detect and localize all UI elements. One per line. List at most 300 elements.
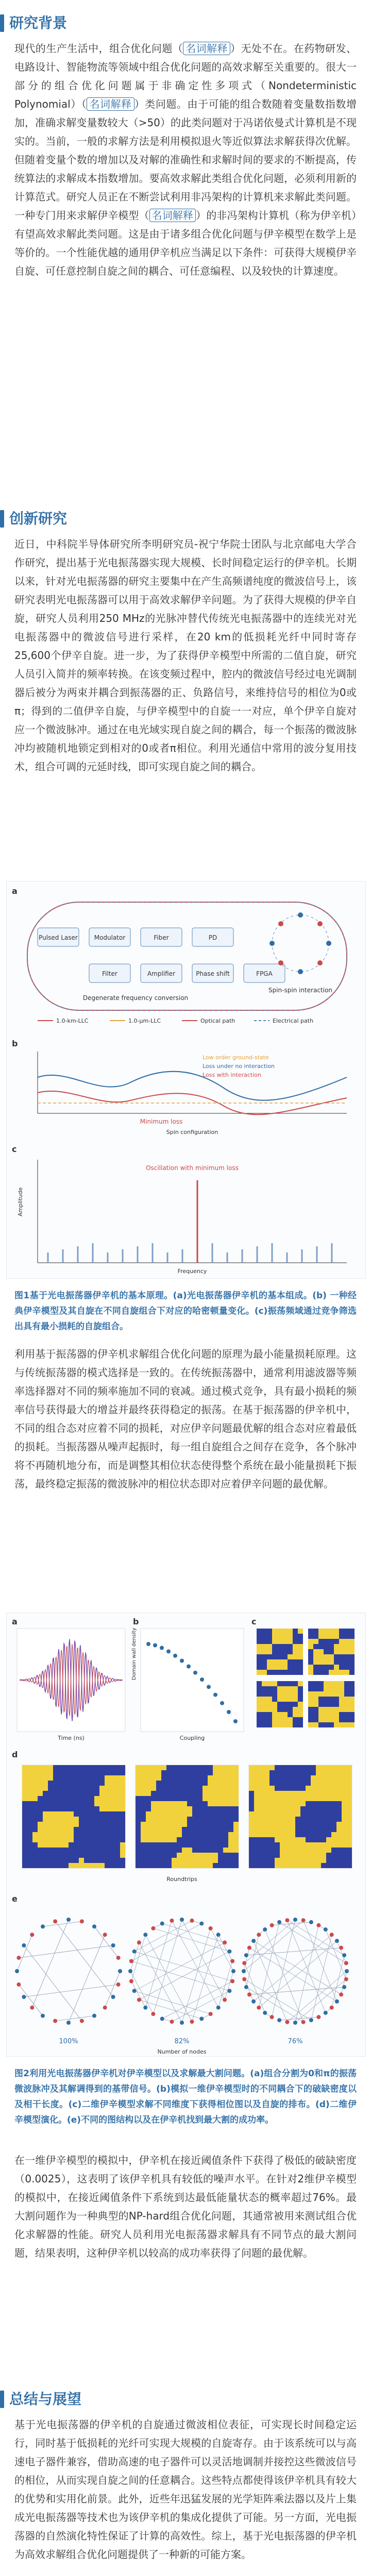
evolution-cell — [89, 1863, 94, 1868]
evolution-cell — [63, 1853, 69, 1858]
evolution-cell — [300, 1853, 306, 1858]
evolution-cell — [233, 1853, 239, 1858]
evolution-cell — [94, 1853, 99, 1858]
heatmap-cell — [313, 1717, 318, 1722]
evolution-cell — [84, 1791, 89, 1796]
evolution-cell — [223, 1796, 228, 1801]
evolution-cell — [223, 1770, 228, 1775]
evolution-cell — [342, 1832, 347, 1837]
heatmap-cell — [308, 1712, 313, 1717]
heatmap-cell — [318, 1681, 324, 1686]
heatmap-cell — [339, 1644, 344, 1649]
heatmap-cell — [288, 1649, 293, 1654]
evolution-cell — [69, 1832, 74, 1837]
evolution-cell — [326, 1848, 331, 1853]
evolution-cell — [182, 1863, 187, 1868]
graph-node — [339, 1992, 343, 1996]
evolution-cell — [166, 1842, 172, 1848]
evolution-cell — [336, 1837, 342, 1842]
evolution-cell — [94, 1765, 99, 1770]
heatmap-cell — [262, 1659, 267, 1665]
heatmap-cell — [324, 1629, 329, 1634]
evolution-cell — [79, 1817, 84, 1822]
evolution-cell — [326, 1775, 331, 1781]
heatmap-cell — [298, 1691, 303, 1697]
evolution-cell — [280, 1817, 285, 1822]
heatmap-cell — [272, 1659, 277, 1665]
evolution-cell — [249, 1796, 254, 1801]
evolution-cell — [161, 1801, 166, 1806]
evolution-cell — [32, 1863, 38, 1868]
evolution-cell — [110, 1811, 115, 1817]
evolution-cell — [141, 1837, 146, 1842]
evolution-cell — [32, 1858, 38, 1863]
evolution-cell — [187, 1765, 192, 1770]
heatmap-cell — [339, 1654, 344, 1659]
evolution-cell — [48, 1837, 53, 1842]
evolution-cell — [146, 1822, 151, 1827]
heatmap-cell — [318, 1629, 324, 1634]
evolution-cell — [99, 1832, 105, 1837]
evolution-cell — [336, 1832, 342, 1837]
evolution-cell — [187, 1832, 192, 1837]
evolution-cell — [120, 1817, 125, 1822]
evolution-cell — [295, 1858, 300, 1863]
evolution-cell — [331, 1848, 336, 1853]
heatmap-cell — [339, 1670, 344, 1675]
evolution-cell — [228, 1811, 233, 1817]
evolution-cell — [275, 1796, 280, 1801]
evolution-cell — [311, 1811, 316, 1817]
evolution-cell — [275, 1827, 280, 1832]
evolution-cell — [177, 1765, 182, 1770]
evolution-cell — [166, 1806, 172, 1811]
evolution-cell — [295, 1781, 300, 1786]
heatmap-cell — [262, 1697, 267, 1702]
heatmap-cell — [288, 1702, 293, 1707]
evolution-cell — [254, 1796, 259, 1801]
evolution-cell — [233, 1770, 239, 1775]
evolution-cell — [89, 1781, 94, 1786]
evolution-cell — [259, 1863, 264, 1868]
heatmap-cell — [298, 1665, 303, 1670]
evolution-cell — [306, 1817, 311, 1822]
evolution-cell — [295, 1848, 300, 1853]
heatmap-cell — [272, 1722, 277, 1727]
evolution-cell — [259, 1822, 264, 1827]
evolution-cell — [58, 1770, 63, 1775]
evolution-cell — [110, 1858, 115, 1863]
evolution-cell — [347, 1842, 352, 1848]
evolution-cell — [300, 1848, 306, 1853]
evolution-cell — [213, 1796, 218, 1801]
evolution-cell — [187, 1827, 192, 1832]
evolution-cell — [285, 1848, 290, 1853]
evolution-cell — [161, 1822, 166, 1827]
evolution-cell — [295, 1811, 300, 1817]
evolution-cell — [48, 1827, 53, 1832]
evolution-cell — [223, 1853, 228, 1858]
evolution-cell — [74, 1806, 79, 1811]
innovation-section — [0, 510, 371, 776]
evolution-cell — [269, 1842, 275, 1848]
evolution-cell — [172, 1817, 177, 1822]
evolution-cell — [285, 1791, 290, 1796]
svg-text:Low order ground-state: Low order ground-state — [203, 1054, 269, 1061]
evolution-cell — [321, 1796, 326, 1801]
heatmap-cell — [288, 1634, 293, 1639]
heatmap-cell — [308, 1702, 313, 1707]
figure-2-svg — [7, 1613, 365, 2056]
heatmap-cell — [344, 1707, 349, 1712]
evolution-cell — [43, 1832, 48, 1837]
heatmap-cell — [262, 1712, 267, 1717]
evolution-cell — [89, 1827, 94, 1832]
evolution-cell — [63, 1775, 69, 1781]
graph-node — [118, 1969, 122, 1973]
evolution-cell — [27, 1817, 32, 1822]
evolution-cell — [151, 1806, 156, 1811]
evolution-cell — [311, 1848, 316, 1853]
evolution-cell — [254, 1848, 259, 1853]
evolution-cell — [120, 1806, 125, 1811]
graph-edge — [192, 1935, 218, 2022]
evolution-cell — [99, 1770, 105, 1775]
evolution-cell — [161, 1817, 166, 1822]
evolution-cell — [27, 1775, 32, 1781]
evolution-cell — [300, 1858, 306, 1863]
evolution-cell — [27, 1848, 32, 1853]
evolution-cell — [218, 1817, 223, 1822]
evolution-cell — [43, 1827, 48, 1832]
graph-node — [53, 1919, 57, 1923]
evolution-cell — [269, 1832, 275, 1837]
evolution-cell — [269, 1811, 275, 1817]
term-link[interactable]: 名词解释 — [183, 42, 230, 55]
evolution-cell — [290, 1796, 295, 1801]
fig2-label-d: d — [12, 1750, 18, 1759]
evolution-cell — [311, 1858, 316, 1863]
heatmap-cell — [267, 1697, 272, 1702]
graph-node — [344, 1977, 348, 1981]
evolution-cell — [136, 1832, 141, 1837]
evolution-cell — [228, 1796, 233, 1801]
heatmap-cell — [257, 1659, 262, 1665]
evolution-cell — [79, 1832, 84, 1837]
evolution-cell — [336, 1801, 342, 1806]
fig1-label-b: b — [12, 1039, 18, 1048]
evolution-cell — [151, 1796, 156, 1801]
evolution-cell — [182, 1832, 187, 1837]
graph-edge — [153, 1928, 229, 1952]
evolution-cell — [208, 1842, 213, 1848]
graph-node — [41, 1924, 45, 1928]
evolution-cell — [203, 1822, 208, 1827]
svg-text:Amplifier: Amplifier — [147, 970, 176, 977]
evolution-cell — [89, 1796, 94, 1801]
evolution-cell — [347, 1817, 352, 1822]
evolution-cell — [306, 1827, 311, 1832]
evolution-cell — [342, 1842, 347, 1848]
term-link[interactable]: 名词解释 — [87, 97, 134, 111]
evolution-cell — [213, 1811, 218, 1817]
evolution-cell — [306, 1832, 311, 1837]
evolution-cell — [187, 1837, 192, 1842]
heatmap-cell — [344, 1670, 349, 1675]
evolution-cell — [136, 1837, 141, 1842]
evolution-cell — [141, 1806, 146, 1811]
evolution-cell — [146, 1832, 151, 1837]
evolution-cell — [156, 1770, 161, 1775]
evolution-cell — [136, 1827, 141, 1832]
evolution-tile — [22, 1765, 125, 1868]
evolution-cell — [192, 1786, 197, 1791]
evolution-cell — [27, 1832, 32, 1837]
evolution-cell — [213, 1770, 218, 1775]
evolution-cell — [177, 1791, 182, 1796]
evolution-cell — [223, 1791, 228, 1796]
evolution-cell — [285, 1842, 290, 1848]
evolution-cell — [177, 1781, 182, 1786]
evolution-cell — [208, 1827, 213, 1832]
graph-node — [335, 1999, 339, 2004]
evolution-cell — [172, 1822, 177, 1827]
evolution-cell — [166, 1863, 172, 1868]
evolution-tile — [136, 1765, 239, 1868]
evolution-cell — [187, 1842, 192, 1848]
evolution-cell — [316, 1853, 321, 1858]
evolution-cell — [290, 1770, 295, 1775]
graph-node — [151, 1926, 155, 1930]
heatmap-cell — [334, 1702, 339, 1707]
evolution-cell — [295, 1837, 300, 1842]
evolution-cell — [254, 1801, 259, 1806]
evolution-cell — [166, 1848, 172, 1853]
evolution-cell — [280, 1781, 285, 1786]
evolution-cell — [187, 1786, 192, 1791]
evolution-cell — [172, 1765, 177, 1770]
evolution-cell — [280, 1837, 285, 1842]
figure-1-caption: 图1基于光电振荡器伊辛机的基本原理。(a)光电振荡器伊辛机的基本组成。(b) 一种经典伊辛模型及其自旋在不同自旋组合下对应的哈密顿量变化。(c)振荡频域通过竞争筛选出具有最小损耗的自旋组合。 — [14, 1291, 357, 1332]
evolution-cell — [187, 1791, 192, 1796]
heatmap-cell — [267, 1649, 272, 1654]
svg-text:Modulator: Modulator — [94, 934, 126, 941]
heatmap-cell — [267, 1681, 272, 1686]
graph-node — [190, 1919, 194, 1923]
evolution-cell — [141, 1791, 146, 1796]
evolution-cell — [43, 1837, 48, 1842]
graph-node — [257, 2006, 261, 2010]
evolution-cell — [43, 1853, 48, 1858]
evolution-cell — [192, 1848, 197, 1853]
evolution-cell — [300, 1842, 306, 1848]
evolution-cell — [197, 1822, 203, 1827]
heatmap-cell — [277, 1659, 282, 1665]
evolution-cell — [172, 1801, 177, 1806]
evolution-cell — [110, 1791, 115, 1796]
heatmap-cell — [349, 1702, 355, 1707]
heatmap-cell — [293, 1629, 298, 1634]
heatmap-cell — [308, 1654, 313, 1659]
heatmap-cell — [339, 1681, 344, 1686]
evolution-cell — [110, 1842, 115, 1848]
evolution-cell — [110, 1770, 115, 1775]
evolution-cell — [38, 1832, 43, 1837]
evolution-cell — [249, 1827, 254, 1832]
heatmap-cell — [257, 1697, 262, 1702]
evolution-cell — [48, 1806, 53, 1811]
evolution-cell — [290, 1848, 295, 1853]
graph-node — [251, 1939, 256, 1943]
evolution-cell — [223, 1837, 228, 1842]
evolution-cell — [347, 1858, 352, 1863]
evolution-cell — [172, 1832, 177, 1837]
evolution-cell — [156, 1837, 161, 1842]
evolution-cell — [285, 1775, 290, 1781]
evolution-cell — [275, 1832, 280, 1837]
evolution-cell — [156, 1858, 161, 1863]
evolution-cell — [166, 1811, 172, 1817]
density-point — [200, 1677, 204, 1682]
evolution-cell — [166, 1786, 172, 1791]
evolution-cell — [295, 1853, 300, 1858]
evolution-cell — [264, 1781, 269, 1786]
evolution-cell — [99, 1806, 105, 1811]
evolution-cell — [300, 1791, 306, 1796]
evolution-cell — [141, 1811, 146, 1817]
evolution-cell — [311, 1822, 316, 1827]
evolution-cell — [79, 1863, 84, 1868]
graph-node — [53, 2019, 57, 2023]
evolution-cell — [233, 1806, 239, 1811]
evolution-cell — [110, 1832, 115, 1837]
evolution-cell — [264, 1837, 269, 1842]
heatmap-cell — [308, 1691, 313, 1697]
evolution-cell — [105, 1791, 110, 1796]
evolution-cell — [63, 1786, 69, 1791]
evolution-cell — [74, 1863, 79, 1868]
evolution-cell — [69, 1848, 74, 1853]
evolution-cell — [89, 1853, 94, 1858]
evolution-cell — [326, 1817, 331, 1822]
evolution-cell — [228, 1858, 233, 1863]
evolution-cell — [233, 1775, 239, 1781]
evolution-cell — [53, 1817, 58, 1822]
evolution-cell — [295, 1806, 300, 1811]
graph-node — [345, 1969, 349, 1973]
heatmap-cell — [313, 1644, 318, 1649]
heatmap-cell — [329, 1634, 334, 1639]
heatmap-cell — [282, 1629, 288, 1634]
heatmap-cell — [339, 1712, 344, 1717]
evolution-cell — [259, 1775, 264, 1781]
evolution-cell — [94, 1832, 99, 1837]
evolution-cell — [110, 1796, 115, 1801]
evolution-cell — [254, 1817, 259, 1822]
evolution-cell — [233, 1811, 239, 1817]
heatmap-cell — [262, 1691, 267, 1697]
evolution-cell — [223, 1863, 228, 1868]
evolution-cell — [43, 1858, 48, 1863]
heatmap-cell — [349, 1686, 355, 1691]
evolution-cell — [115, 1796, 120, 1801]
evolution-cell — [182, 1806, 187, 1811]
term-link[interactable]: 名词解释 — [149, 209, 196, 222]
evolution-cell — [321, 1817, 326, 1822]
heatmap-cell — [324, 1702, 329, 1707]
evolution-cell — [280, 1853, 285, 1858]
evolution-cell — [53, 1806, 58, 1811]
evolution-cell — [208, 1848, 213, 1853]
svg-text:Electrical path: Electrical path — [273, 1018, 314, 1024]
heatmap-cell — [324, 1691, 329, 1697]
svg-text:Optical path: Optical path — [200, 1018, 235, 1024]
evolution-cell — [213, 1765, 218, 1770]
evolution-cell — [120, 1853, 125, 1858]
heatmap-cell — [272, 1691, 277, 1697]
evolution-cell — [38, 1817, 43, 1822]
evolution-cell — [48, 1842, 53, 1848]
heatmap-cell — [313, 1686, 318, 1691]
heatmap-cell — [293, 1681, 298, 1686]
evolution-cell — [38, 1822, 43, 1827]
evolution-cell — [259, 1817, 264, 1822]
evolution-cell — [316, 1775, 321, 1781]
evolution-cell — [84, 1863, 89, 1868]
evolution-cell — [197, 1837, 203, 1842]
svg-text:Fiber: Fiber — [154, 934, 169, 941]
evolution-cell — [38, 1827, 43, 1832]
heatmap-cell — [329, 1644, 334, 1649]
evolution-cell — [69, 1770, 74, 1775]
evolution-cell — [141, 1822, 146, 1827]
heatmap-cell — [324, 1649, 329, 1654]
evolution-cell — [306, 1853, 311, 1858]
heatmap-cell — [272, 1665, 277, 1670]
evolution-cell — [115, 1863, 120, 1868]
evolution-cell — [115, 1786, 120, 1791]
heatmap-cell — [349, 1639, 355, 1644]
evolution-cell — [63, 1837, 69, 1842]
evolution-cell — [156, 1853, 161, 1858]
graph-node — [263, 1927, 267, 1931]
evolution-cell — [69, 1858, 74, 1863]
evolution-cell — [342, 1775, 347, 1781]
evolution-cell — [192, 1832, 197, 1837]
evolution-cell — [300, 1796, 306, 1801]
evolution-cell — [146, 1775, 151, 1781]
evolution-cell — [177, 1827, 182, 1832]
graph-node — [247, 1992, 251, 1996]
evolution-cell — [27, 1858, 32, 1863]
evolution-cell — [58, 1863, 63, 1868]
heatmap-cell — [349, 1717, 355, 1722]
evolution-cell — [105, 1863, 110, 1868]
evolution-cell — [115, 1842, 120, 1848]
heatmap-cell — [318, 1707, 324, 1712]
heatmap-cell — [277, 1681, 282, 1686]
heatmap-cell — [288, 1665, 293, 1670]
svg-text:FPGA: FPGA — [256, 970, 273, 977]
evolution-cell — [316, 1806, 321, 1811]
evolution-cell — [342, 1863, 347, 1868]
title-bar — [0, 510, 4, 528]
heatmap-cell — [339, 1717, 344, 1722]
evolution-cell — [208, 1858, 213, 1863]
evolution-cell — [84, 1806, 89, 1811]
heatmap-cell — [293, 1659, 298, 1665]
heatmap-cell — [262, 1629, 267, 1634]
